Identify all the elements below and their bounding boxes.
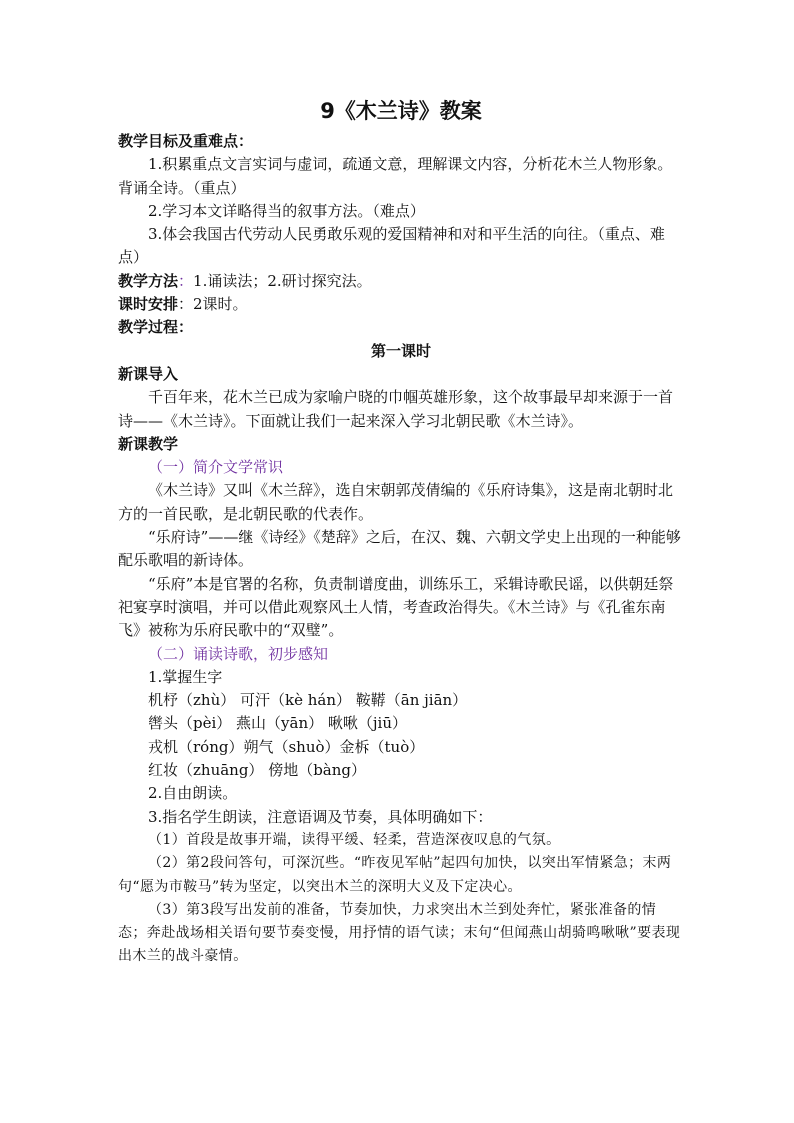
char-line: 辔头（pèi） 燕山（yān） 啾啾（jiū） (148, 714, 408, 733)
section2-item: 3.指名学生朗读，注意语调及节奏，具体明确如下： (148, 807, 493, 826)
intro-text: 千百年来，花木兰已成为家喻户晓的巾帼英雄形象，这个故事最早却来源于一首诗——《木兰诗》。下面就让我们一起来深入学习北朝民歌《木兰诗》。 (118, 388, 674, 430)
section2-heading: （二）诵读诗歌，初步感知 (148, 644, 329, 663)
page-title: 9《木兰诗》教案 (320, 99, 482, 123)
section1-paragraph: “乐府”本是官署的名称，负责制谱度曲，训练乐工，采辑诗歌民谣，以供朝廷祭祀宴享时演唱，并可以借此观察风土人情，考查政治得失。《木兰诗》与《孔雀东南飞》被称为乐府民歌中的“双璧”。 (118, 574, 674, 640)
char-line: 戎机（róng）朔气（shuò）金柝（tuò） (148, 737, 425, 756)
goal-item: 1.积累重点文言实词与虚词，疏通文意，理解课文内容，分析花木兰人物形象。背诵全诗。（重点） (118, 155, 673, 197)
section1-paragraph: 《木兰诗》又叫《木兰辞》，选自宋朝郭茂倩编的《乐府诗集》，这是南北朝时北方的一首民歌，是北朝民歌的代表作。 (118, 481, 674, 523)
goals-heading: 教学目标及重难点： (118, 132, 254, 150)
reading-note: （3）第3段写出发前的准备，节奏加快，力求突出木兰到处奔忙，紧张准备的情态；奔赴战场相关语句要节奏变慢，用抒情的语气读；末句“但闻燕山胡骑鸣啾啾”要表现出木兰的战斗豪情。 (118, 901, 681, 965)
intro-heading: 新课导入 (118, 364, 179, 383)
reading-note: （2）第2段问答句，可深沉些。“昨夜见军帖”起四句加快，以突出军情紧急；末两句“愿为市鞍马”转为坚定，以突出木兰的深明大义及下定决心。 (118, 855, 672, 895)
section2-item: 2.自由朗读。 (148, 784, 238, 803)
hours-value: ：2课时。 (178, 295, 248, 314)
method-colon: ： (178, 271, 194, 290)
hours-label: 课时安排 (118, 295, 179, 314)
char-line: 红妆（zhuāng） 傍地（bàng） (148, 761, 367, 780)
hours-line (118, 293, 684, 316)
method-value: 1.诵读法；2.研讨探究法。 (193, 271, 372, 290)
goal-item: 2.学习本文详略得当的叙事方法。（难点） (148, 201, 425, 220)
method-line (118, 270, 684, 293)
new-lesson-heading: 新课教学 (118, 434, 179, 453)
section1-heading: （一）简介文学常识 (148, 458, 284, 477)
method-label: 教学方法 (118, 271, 179, 290)
lesson-heading: 第一课时 (370, 341, 431, 360)
goal-item: 3.体会我国古代劳动人民勇敢乐观的爱国精神和对和平生活的向往。（重点、难点） (118, 225, 665, 267)
document-page (118, 96, 684, 969)
char-line: 机杼（zhù） 可汗（kè hán） 鞍鞯（ān jiān） (148, 691, 468, 710)
reading-note: （1）首段是故事开端，读得平缓、轻柔，营造深夜叹息的气氛。 (148, 831, 561, 848)
section2-item: 1.掌握生字 (148, 667, 223, 686)
section1-paragraph: “乐府诗”——继《诗经》《楚辞》之后，在汉、魏、六朝文学史上出现的一种能够配乐歌唱的新诗体。 (118, 528, 681, 570)
process-heading: 教学过程： (118, 318, 194, 337)
